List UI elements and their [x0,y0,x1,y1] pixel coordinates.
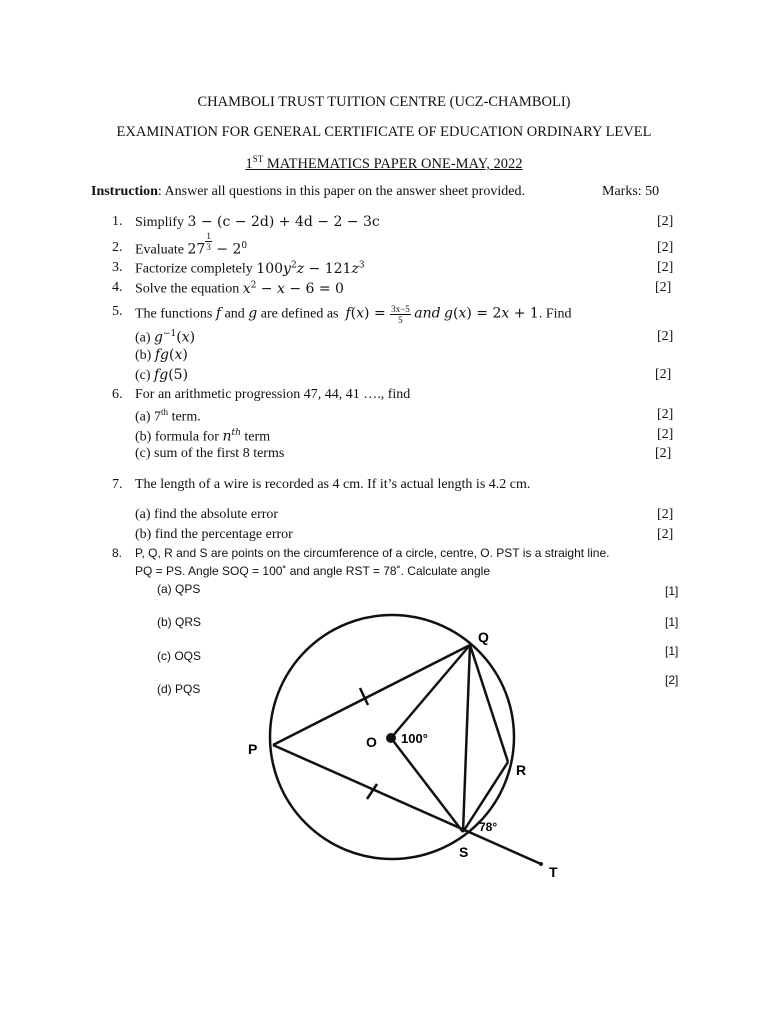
question-5: The functions f and g are defined as f(x) = $\frac{3x-5}{5}$ and g(x) = 2x + 1. Find [135,304,572,325]
total-marks: Marks: 50 [602,184,660,199]
question-7: The length of a wire is recorded as 4 cm. If it’s actual length is 4.2 cm. [135,477,531,492]
label-O: O [366,734,377,750]
mark: [2] [657,240,674,255]
school-name: CHAMBOLI TRUST TUITION CENTRE (UCZ-CHAMBOLI) [197,94,571,110]
mark: [1] [665,644,679,658]
mark: [2] [657,427,674,442]
instruction: Instruction: Answer all questions in this paper on the answer sheet provided. [91,184,525,199]
exam-title: EXAMINATION FOR GENERAL CERTIFICATE OF EDUCATION ORDINARY LEVEL [116,124,652,140]
angle-SOQ-label: 100° [401,731,428,746]
label-Q: Q [478,629,489,645]
mark: [2] [657,527,674,542]
chord-PQ [273,645,470,745]
mark: [1] [665,584,679,598]
label-T: T [549,864,558,880]
mark: [1] [665,615,679,629]
question-1: Simplify 3 − (c − 2d) + 4d − 2 − 3c [135,214,380,230]
mark: [2] [657,329,674,344]
mark: [2] [655,446,672,461]
label-R: R [516,762,527,778]
question-8b: (b) QRS [157,615,202,629]
question-7a: (a) find the absolute error [135,507,279,522]
angle-RST-label: 78° [479,820,498,834]
line-PST [273,745,541,864]
question-2: Evaluate 27 $\frac{1}{3}$ − $2^0$ [135,231,248,258]
question-number: 7. [112,477,123,492]
question-6: For an arithmetic progression 47, 44, 41 …., find [135,387,411,402]
point-T [539,862,543,866]
question-8-line1: P, Q, R and S are points on the circumference of a circle, centre, O. PST is a straight line. [135,546,610,560]
label-P: P [248,741,258,757]
mark: [2] [657,507,674,522]
question-5a: (a) $g^{-1}(x)$ [135,329,196,346]
question-number: 4. [112,280,123,295]
mark: [2] [657,407,674,422]
question-number: 2. [112,240,123,255]
question-4: Solve the equation $x^2 - x - 6 = 0$ [135,280,344,297]
question-6c: (c) sum of the first 8 terms [135,446,285,461]
question-number: 8. [112,546,123,560]
radius-OQ [391,645,470,738]
question-number: 3. [112,260,123,275]
question-6a: (a) 7th term. [135,407,201,425]
question-5b: (b) fg(x) [135,347,188,363]
question-5c: (c) fg(5) [135,367,189,383]
radius-OS [391,738,463,832]
paper-title: 1ST MATHEMATICS PAPER ONE-MAY, 2022 [245,154,523,172]
question-7b: (b) find the percentage error [135,527,293,542]
mark: [2] [655,367,672,382]
question-8a: (a) QPS [157,582,201,596]
mark: [2] [665,673,679,687]
question-8c: (c) OQS [157,649,201,663]
question-number: 6. [112,387,123,402]
chord-QS [463,645,470,832]
centre-point [386,733,396,743]
question-6b: (b) formula for $n^{th}$ term [135,428,271,445]
mark: [2] [657,260,674,275]
question-8d: (d) PQS [157,682,201,696]
question-number: 1. [112,214,123,229]
question-8-line2: PQ = PS. Angle SOQ = 100˚ and angle RST = 78˚. Calculate angle [135,564,490,578]
mark: [2] [655,280,672,295]
question-number: 5. [112,304,123,319]
mark: [2] [657,214,674,229]
question-3: Factorize completely $100y^2z - 121z^3$ [135,260,365,277]
label-S: S [459,844,469,860]
